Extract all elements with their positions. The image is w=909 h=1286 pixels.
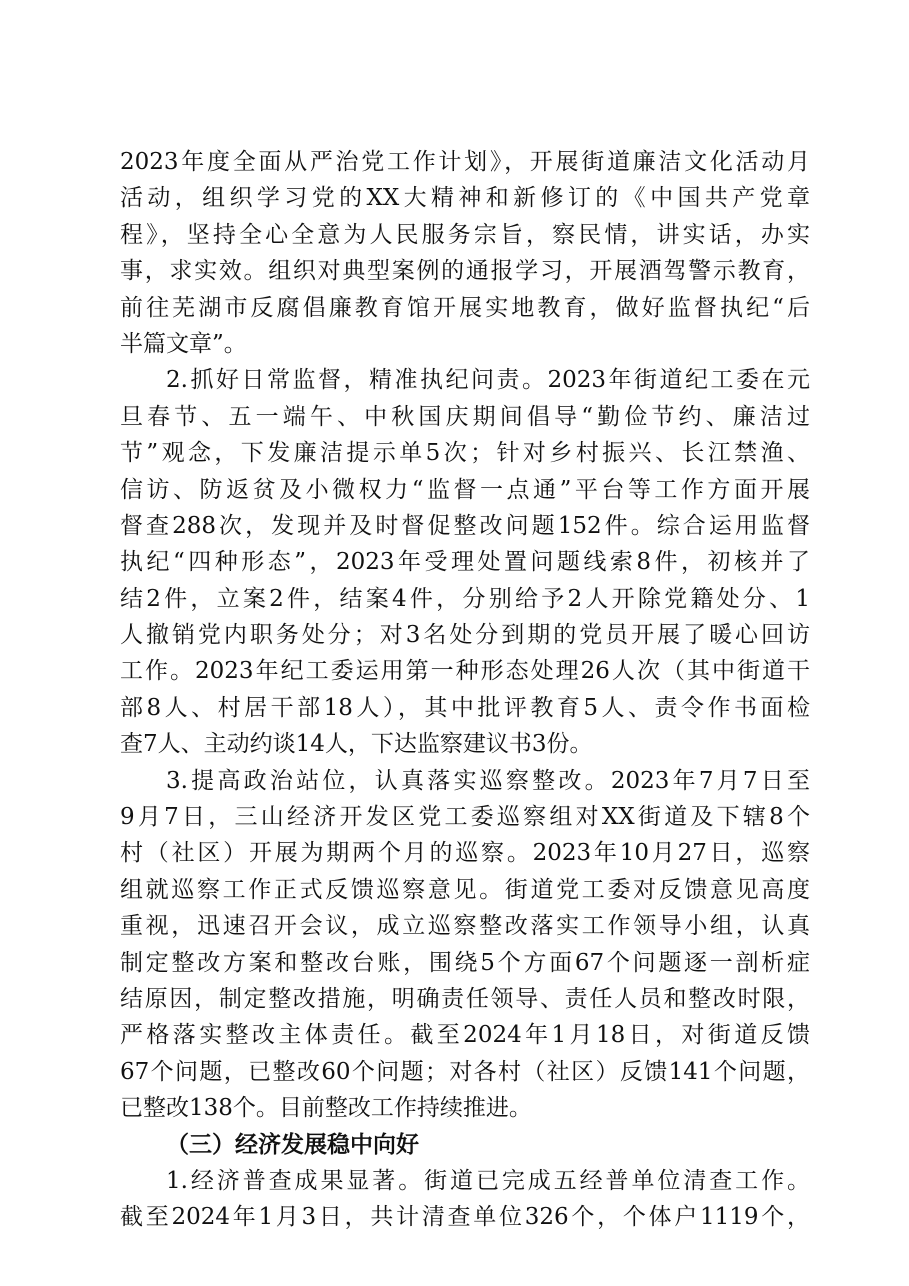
text-line: 事，求实效。组织对典型案例的通报学习，开展酒驾警示教育， <box>120 258 810 285</box>
text-line: 人撤销党内职务处分；对3名处分到期的党员开展了暖心回访 <box>120 622 810 649</box>
text-line: 半篇文章”。 <box>120 330 247 357</box>
text-line: 村（社区）开展为期两个月的巡察。2023年10月27日，巡察 <box>120 840 810 867</box>
text-line: 严格落实整改主体责任。截至2024年1月18日，对街道反馈 <box>120 1022 810 1049</box>
text-line: 前往芜湖市反腐倡廉教育馆开展实地教育，做好监督执纪“后 <box>120 294 810 321</box>
text-line: 节”观念，下发廉洁提示单5次；针对乡村振兴、长江禁渔、 <box>120 440 810 467</box>
text-line: 已整改138个。目前整改工作持续推进。 <box>120 1095 532 1122</box>
text-line: 督查288次，发现并及时督促整改问题152件。综合运用监督 <box>120 512 810 539</box>
text-line: 结原因，制定整改措施，明确责任领导、责任人员和整改时限， <box>120 985 810 1012</box>
text-line: 制定整改方案和整改台账，围绕5个方面67个问题逐一剖析症 <box>120 949 810 976</box>
text-line: 部8人、村居干部18人），其中批评教育5人、责令作书面检 <box>120 694 810 721</box>
text-line: 1.经济普查成果显著。街道已完成五经普单位清查工作。 <box>166 1167 810 1194</box>
section-heading: （三）经济发展稳中向好 <box>166 1130 419 1158</box>
text-line: 结2件，立案2件，结案4件，分别给予2人开除党籍处分、1 <box>120 585 810 612</box>
text-line: 2.抓好日常监督，精准执纪问责。2023年街道纪工委在元 <box>166 367 810 394</box>
document-body <box>120 144 810 1236</box>
text-line: 旦春节、五一端午、中秋国庆期间倡导“勤俭节约、廉洁过 <box>120 403 810 430</box>
text-line: 67个问题，已整改60个问题；对各村（社区）反馈141个问题， <box>120 1058 810 1085</box>
text-line: 活动，组织学习党的XX大精神和新修订的《中国共产党章 <box>120 185 810 212</box>
text-line: 执纪“四种形态”，2023年受理处置问题线索8件，初核并了 <box>120 549 810 576</box>
text-line: 信访、防返贫及小微权力“监督一点通”平台等工作方面开展 <box>120 476 810 503</box>
text-line: 组就巡察工作正式反馈巡察意见。街道党工委对反馈意见高度 <box>120 876 810 903</box>
text-line: 程》，坚持全心全意为人民服务宗旨，察民情，讲实话，办实 <box>120 221 810 248</box>
text-line: 查7人、主动约谈14人，下达监察建议书3份。 <box>120 731 593 758</box>
text-line: 3.提高政治站位，认真落实巡察整改。2023年7月7日至 <box>166 767 810 794</box>
text-line: 截至2024年1月3日，共计清查单位326个，个体户1119个， <box>120 1204 810 1231</box>
text-line: 9月7日，三山经济开发区党工委巡察组对XX街道及下辖8个 <box>120 804 810 831</box>
text-line: 2023年度全面从严治党工作计划》，开展街道廉洁文化活动月 <box>120 149 810 175</box>
text-line: 工作。2023年纪工委运用第一种形态处理26人次（其中街道干 <box>120 658 810 685</box>
text-line: 重视，迅速召开会议，成立巡察整改落实工作领导小组，认真 <box>120 913 810 940</box>
